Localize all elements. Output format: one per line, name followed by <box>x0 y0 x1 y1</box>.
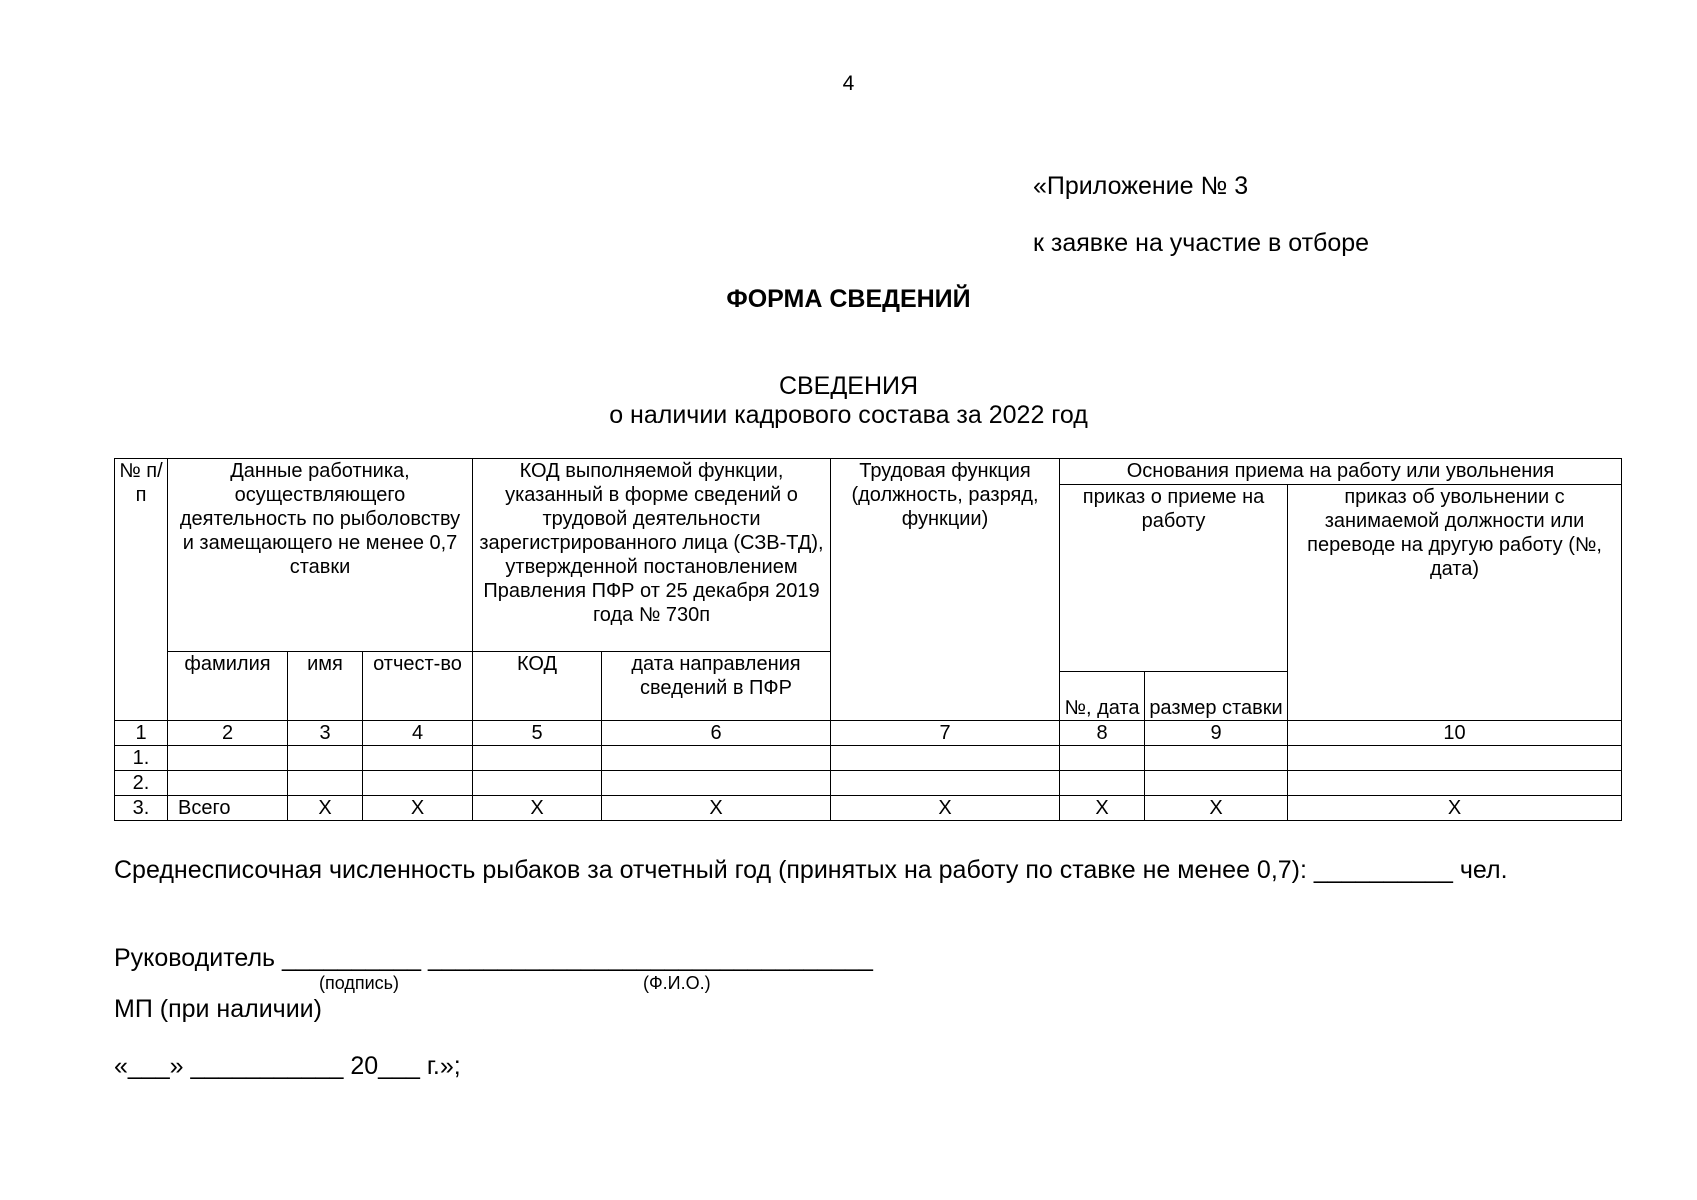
header-surname: фамилия <box>168 652 288 721</box>
table-cell: X <box>1060 796 1145 821</box>
header-num: № п/п <box>115 459 168 721</box>
table-cell <box>602 771 831 796</box>
svedeniya-title: СВЕДЕНИЯ <box>778 372 919 400</box>
column-number: 9 <box>1145 721 1288 746</box>
table-row <box>115 746 1622 771</box>
table-cell <box>1145 746 1288 771</box>
column-number: 8 <box>1060 721 1145 746</box>
table-cell <box>168 771 288 796</box>
form-title: ФОРМА СВЕДЕНИЙ <box>726 285 971 313</box>
header-rate-size: размер ставки <box>1145 672 1288 721</box>
stamp-line: МП (при наличии) <box>114 995 322 1023</box>
table-cell <box>602 746 831 771</box>
header-patronymic: отчест-во <box>363 652 473 721</box>
header-code: КОД <box>473 652 602 721</box>
table-cell <box>363 771 473 796</box>
page-number: 4 <box>842 72 855 95</box>
table-row <box>115 771 1622 796</box>
table-cell: 3. <box>115 796 168 821</box>
table-cell <box>288 746 363 771</box>
table-cell <box>1060 771 1145 796</box>
column-number: 4 <box>363 721 473 746</box>
table-cell: X <box>473 796 602 821</box>
table-cell <box>831 771 1060 796</box>
column-number: 5 <box>473 721 602 746</box>
staff-table <box>114 458 1622 821</box>
table-cell <box>1145 771 1288 796</box>
table-cell <box>363 746 473 771</box>
table-row-total <box>115 796 1622 821</box>
table-cell: 1. <box>115 746 168 771</box>
signature-caption: (подпись) <box>319 973 400 993</box>
table-cell: X <box>1145 796 1288 821</box>
column-number: 2 <box>168 721 288 746</box>
header-dismissal-order: приказ об увольнении с занимаемой должности или переводе на другую работу (№, дата) <box>1288 485 1622 721</box>
fio-caption: (Ф.И.О.) <box>643 973 711 993</box>
table-cell: X <box>831 796 1060 821</box>
average-headcount-line: Среднесписочная численность рыбаков за отчетный год (принятых на работу по ставке не менее 0,7): __________ чел. <box>114 856 1508 884</box>
signature-line: Руководитель __________ ________________________________ <box>114 944 873 972</box>
header-grounds: Основания приема на работу или увольнения <box>1060 459 1622 485</box>
column-number: 7 <box>831 721 1060 746</box>
table-cell <box>1060 746 1145 771</box>
table-cell: 2. <box>115 771 168 796</box>
table-cell <box>831 746 1060 771</box>
appendix-subtitle: к заявке на участие в отборе <box>1033 229 1370 257</box>
header-submission-date: дата направления сведений в ПФР <box>602 652 831 721</box>
table-cell <box>473 771 602 796</box>
appendix-title: «Приложение № 3 <box>1033 172 1249 200</box>
header-order-num-date: №, дата <box>1060 672 1145 721</box>
column-number: 1 <box>115 721 168 746</box>
column-number: 3 <box>288 721 363 746</box>
table-cell: X <box>602 796 831 821</box>
column-number: 6 <box>602 721 831 746</box>
header-employee-data: Данные работника, осуществляющего деятельность по рыболовству и замещающего не менее 0,7 ставки <box>168 459 473 652</box>
column-numbers-row <box>115 721 1622 746</box>
table-cell: X <box>1288 796 1622 821</box>
table-cell <box>168 746 288 771</box>
table-cell: X <box>288 796 363 821</box>
header-labor-function: Трудовая функция (должность, разряд, функции) <box>831 459 1060 721</box>
table-cell: X <box>363 796 473 821</box>
table-cell <box>1288 746 1622 771</box>
header-name: имя <box>288 652 363 721</box>
date-line: «___» ___________ 20___ г.»; <box>114 1052 461 1080</box>
table-cell <box>1288 771 1622 796</box>
column-number: 10 <box>1288 721 1622 746</box>
table-cell <box>288 771 363 796</box>
header-function-code: КОД выполняемой функции, указанный в форме сведений о трудовой деятельности зарегистрированного лица (СЗВ-ТД), утвержденной постановлением Правления ПФР от 25 декабря 2019 года № 730п <box>473 459 831 652</box>
table-cell <box>473 746 602 771</box>
total-label: Всего <box>168 796 288 821</box>
svedeniya-subtitle: о наличии кадрового состава за 2022 год <box>609 401 1088 429</box>
header-hire-order: приказ о приеме на работу <box>1060 485 1288 672</box>
